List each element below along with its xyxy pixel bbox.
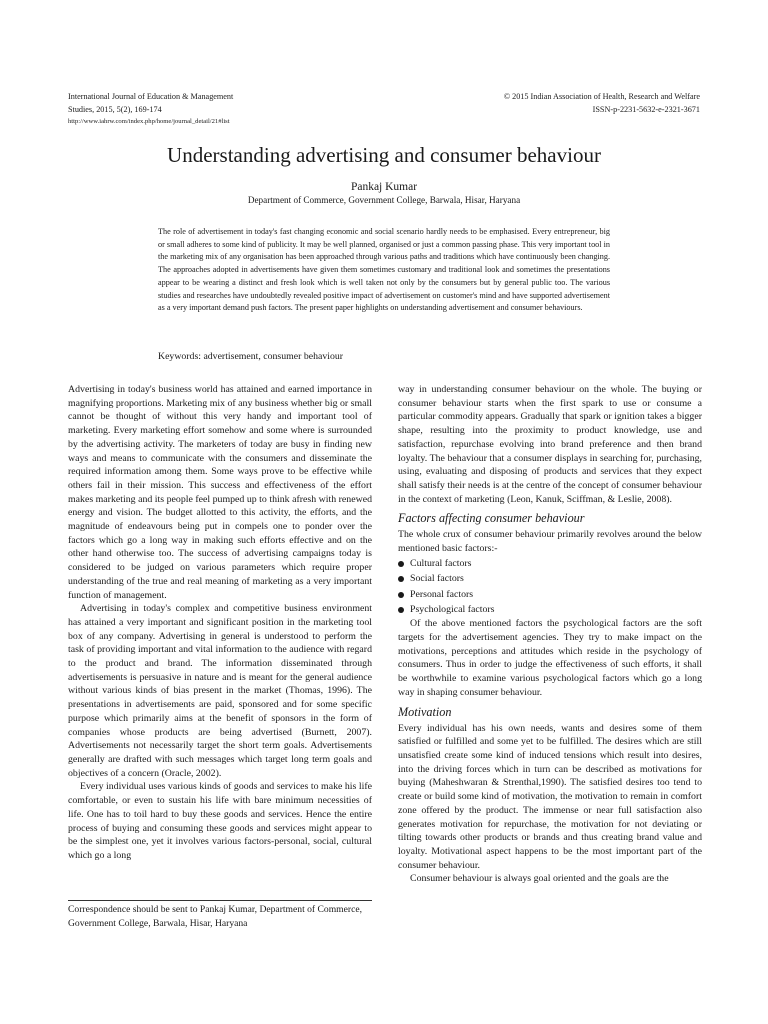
copyright-notice: © 2015 Indian Association of Health, Research and Welfare — [503, 92, 700, 101]
bullet-icon — [398, 561, 404, 567]
keywords: Keywords: advertisement, consumer behaviour — [158, 351, 343, 362]
section-heading-factors: Factors affecting consumer behaviour — [398, 511, 585, 526]
correspondence-footnote: Correspondence should be sent to Pankaj Kumar, Department of Commerce, Government College, Barwala, Hisar, Haryana — [68, 904, 363, 929]
paragraph: The whole crux of consumer behaviour primarily revolves around the below mentioned basic factors:- — [398, 529, 702, 555]
issn: ISSN-p-2231-5632-e-2321-3671 — [592, 105, 700, 114]
list-item: Cultural factors — [398, 556, 702, 571]
abstract: The role of advertisement in today's fast changing economic and social scenario hardly needs to be emphasised. Every entrepreneur, big or small adheres to some kind of publicity. It may be well planned, organised or just a common passing phase. This very important tool in the marketing mix of any organisation has been approached through various paths and traditions which have continuously been changing. The approaches adopted in advertisements have given them sometimes customary and traditional look and sometimes the presentations appear to be wearing a distinct and fresh look which is well taken not only by the consumers but by general public too. The various studies and researches have undoubtedly revealed positive impact of advertisement on customer's mind and have supported advertisement as a very important demand push factors. The present paper highlights on understanding advertisement and consumer behaviours. — [158, 227, 610, 313]
footnote-divider — [68, 900, 372, 901]
list-item: Personal factors — [398, 587, 702, 602]
bullet-icon — [398, 607, 404, 613]
left-column — [68, 383, 372, 863]
journal-url[interactable]: http://www.iahrw.com/index.php/home/journal_detail/21#list — [68, 118, 230, 125]
author-name: Pankaj Kumar — [350, 181, 418, 193]
paragraph: Every individual uses various kinds of goods and services to make his life comfortable, or even to sustain his life with bare minimum necessities of life. One has to toil hard to buy these goods and services. Hence the entire process of buying and consuming these goods and services might appear to be the simplest one, yet it involves various factors-personal, social, cultural which go a long — [68, 781, 372, 861]
paper-title: Understanding advertising and consumer behaviour — [167, 143, 601, 167]
factors-list — [398, 556, 702, 618]
author-affiliation: Department of Commerce, Government College, Barwala, Hisar, Haryana — [247, 195, 521, 205]
bullet-icon — [398, 592, 404, 598]
list-item: Social factors — [398, 571, 702, 586]
publisher-header — [504, 90, 700, 116]
bullet-icon — [398, 576, 404, 582]
paragraph: Every individual has his own needs, wants and desires some of them satisfied or fulfilled and some yet to be fulfilled. The desires which are still unsatisfied create some kind of induced tensions which result into desires, into the driving forces which in turn can be described as motivations for buying (Maheshwaran & Strenthal,1990). The satisfied desires too tend to create or build some kind of motivation, the motivation to remain in comfort zone offered by the product. The immense or near full satisfaction also generates motivation for repurchase, the motivation for not deviating or tilting towards other products or brands and thus creating brand value and loyalty. Motivational aspect happens to be the most important part of the consumer behaviour. — [398, 722, 702, 871]
list-item: Psychological factors — [398, 602, 702, 617]
paragraph: Advertising in today's complex and competitive business environment has attained a very important and significant position in the marketing tool box of any company. Advertising in general is understood to perform the task of providing important and vital information to the audience with regard to the product and brand. The information disseminated through advertisements is persuasive in nature and is meant for the general audience without various kinds of bias present in the market (Thomas, 1996). The presentations in advertisements are paid, sponsored and for some specific purpose which primarily aims at the benefit of sponsors in the form of companies whose products are being advertised (Burnett, 2007). Advertisements not necessarily target the short term goals. Advertisements generally are drafted with such messages which target long term goals and objectives of a concern (Oracle, 2002). — [68, 603, 372, 779]
journal-header — [68, 90, 233, 128]
right-column — [398, 383, 702, 886]
paragraph: way in understanding consumer behaviour on the whole. The buying or consumer behaviour starts when the first spark to use or consume a particular commodity appears. Gradually that spark or ignition takes a bigger shape, resulting into the proximity to product knowledge, use and satisfaction, repurchase evolving into brand preference and then brand loyalty. The behaviour that a consumer displays in searching for, purchasing, using, evaluating and disposing of products and services that they expect shall satisfy their needs is at the centre of the concept of consumer behaviour in the context of marketing (Leon, Kanuk, Sciffman, & Leslie, 2008). — [398, 384, 702, 505]
journal-volume: Studies, 2015, 5(2), 169-174 — [68, 105, 162, 114]
section-heading-motivation: Motivation — [398, 704, 452, 719]
paragraph: Consumer behaviour is always goal oriented and the goals are the — [410, 873, 669, 885]
paragraph: Of the above mentioned factors the psychological factors are the soft targets for the advertisement agencies. They try to make impact on the motivations, perceptions and attitudes which reside in the psychology of consumers. Thus in order to judge the effectiveness of such efforts, it shall be worthwhile to examine various psychological factors which go a long way in shaping consumer behaviour. — [398, 618, 702, 698]
journal-name: International Journal of Education & Management — [68, 92, 234, 101]
paragraph: Advertising in today's business world has attained and earned importance in magnifying proportions. Marketing mix of any business whether big or small cannot be thought of without this very handy and important tool of marketing. Every marketing effort somehow and some where is surrounded by the advertising activity. The marketers of today are busy in finding new ways and means to communicate with the consumers and disseminate the required information among them. Some ways prove to be effective while others fail in their mission. This success and effectiveness of the effort makes marketing and its people feel pumped up to think afresh with renewed energy and vision. The budget allotted to this activity, the efforts, and the magnitude of endeavours being put in compels one to ponder over the factors which go a long way in making such efforts effective and on the other hand otherwise too. The success of advertising campaigns today is considered to be judged on various parameters which require proper understanding of the true and real meaning of marketing as a very important function of management. — [68, 384, 372, 601]
